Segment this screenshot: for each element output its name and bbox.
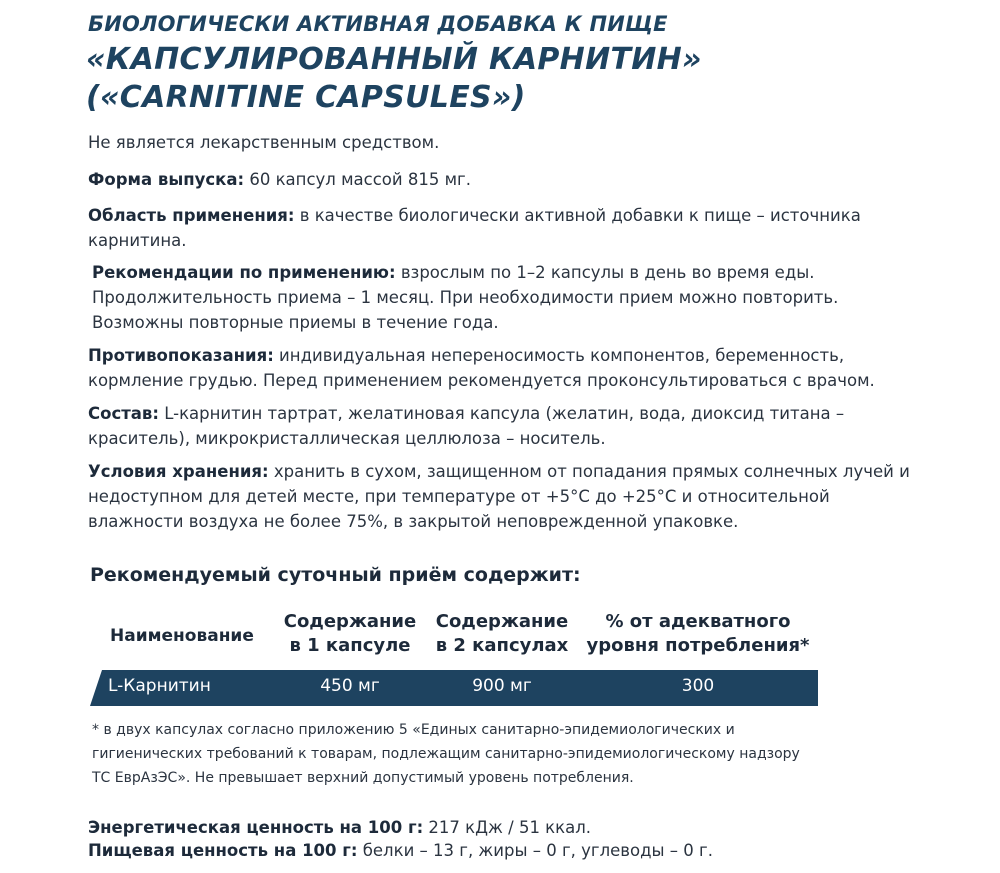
section-text: взрослым по 1–2 капсулы в день во время еды. Продолжительность приема – 1 месяц. При необходимости прием можно повторить. Возможны повторные приемы в течение года. bbox=[92, 263, 839, 332]
section-usage-recommendations bbox=[92, 260, 922, 335]
section-storage-conditions bbox=[88, 459, 918, 534]
table-header-adequate-intake-percent: % от адекватного уровня потребления* bbox=[586, 611, 810, 656]
daily-intake-table-title: Рекомендуемый суточный приём содержит: bbox=[90, 564, 581, 586]
section-label: Противопоказания: bbox=[88, 346, 274, 365]
section-contraindications bbox=[88, 343, 918, 393]
section-text: 60 капсул массой 815 мг. bbox=[244, 170, 471, 189]
table-cell-content-1: 450 мг bbox=[320, 676, 380, 696]
section-text: L-карнитин тартрат, желатиновая капсула (желатин, вода, диоксид титана –краситель), микрокристаллическая целлюлоза – носитель. bbox=[88, 404, 845, 448]
section-label: Состав: bbox=[88, 404, 159, 423]
nutrition-text: белки – 13 г, жиры – 0 г, углеводы – 0 г. bbox=[357, 841, 713, 860]
section-label: Условия хранения: bbox=[88, 462, 269, 481]
table-cell-name: L-Карнитин bbox=[108, 676, 211, 696]
nutrition-value bbox=[88, 840, 948, 862]
section-label: Форма выпуска: bbox=[88, 170, 245, 189]
energy-label: Энергетическая ценность на 100 г: bbox=[88, 818, 424, 837]
table-header-content-1-capsule: Содержание в 1 капсуле bbox=[283, 611, 417, 656]
table-header-name: Наименование bbox=[110, 626, 254, 646]
section-text: хранить в сухом, защищенном от попадания прямых солнечных лучей и недоступном для детей месте, при температуре от +5°С до +25°С и относительной влажности воздуха не более 75%, в закрытой неповрежденной упаковке. bbox=[88, 462, 910, 531]
energy-value bbox=[88, 817, 948, 839]
section-text: индивидуальная непереносимость компонентов, беременность, кормление грудью. Перед применением рекомендуется проконсультироваться с врачом. bbox=[88, 346, 875, 390]
table-footnote: * в двух капсулах согласно приложению 5 «Единых санитарно-эпидемиологических и гигиенических требований к товарам, подлежащим санитарно-эпидемиологическому надзору ТС ЕврАзЭС». Не превышает верхний допустимый уровень потребления. bbox=[92, 722, 800, 786]
nutrition-label: Пищевая ценность на 100 г: bbox=[88, 841, 358, 860]
disclaimer: Не является лекарственным средством. bbox=[88, 133, 440, 152]
section-application-area bbox=[88, 203, 918, 253]
section-release-form bbox=[88, 167, 918, 192]
table-cell-percent: 300 bbox=[681, 676, 715, 696]
table-cell-content-2: 900 мг bbox=[472, 676, 532, 696]
section-label: Область применения: bbox=[88, 206, 295, 225]
section-label: Рекомендации по применению: bbox=[92, 263, 396, 282]
table-header-content-2-capsules: Содержание в 2 капсулах bbox=[435, 611, 569, 656]
section-composition bbox=[88, 401, 918, 451]
energy-text: 217 кДж / 51 ккал. bbox=[423, 818, 592, 837]
product-title-ru: «КАПСУЛИРОВАННЫЙ КАРНИТИН» bbox=[86, 42, 702, 77]
product-title-en: («CARNITINE CAPSULES») bbox=[86, 80, 526, 115]
product-category: БИОЛОГИЧЕСКИ АКТИВНАЯ ДОБАВКА К ПИЩЕ bbox=[88, 12, 668, 36]
section-text: в качестве биологически активной добавки к пище – источника карнитина. bbox=[88, 206, 861, 250]
